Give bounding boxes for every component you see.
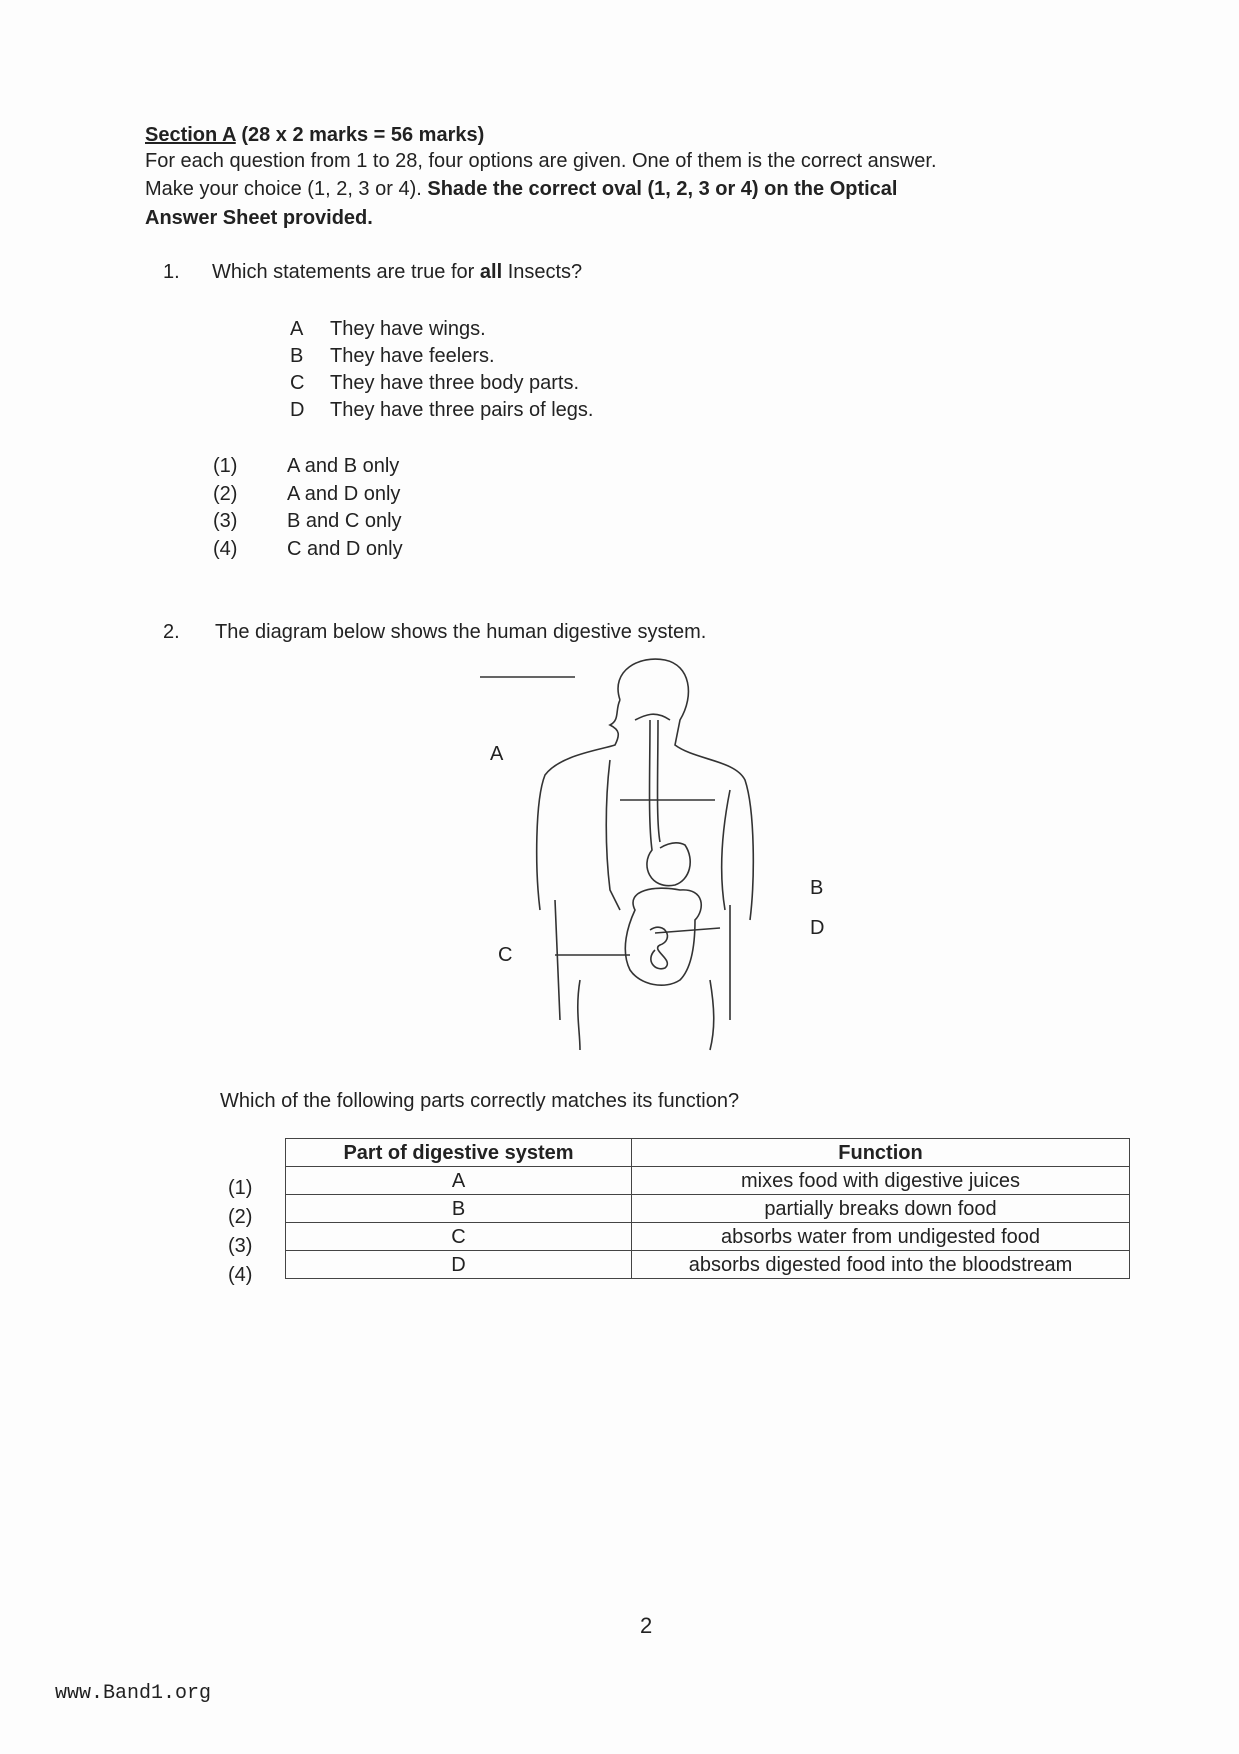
statement-text: They have wings. bbox=[330, 318, 486, 340]
option-text: B and C only bbox=[287, 510, 402, 532]
body-outline bbox=[537, 659, 754, 1050]
cell-part: B bbox=[286, 1195, 632, 1223]
option-text: A and B only bbox=[287, 455, 400, 477]
table-row bbox=[286, 1251, 1130, 1279]
option-number: (4) bbox=[213, 538, 238, 560]
table-row bbox=[286, 1223, 1130, 1251]
header-part: Part of digestive system bbox=[286, 1139, 632, 1167]
cell-function: mixes food with digestive juices bbox=[632, 1167, 1130, 1195]
cell-part: C bbox=[286, 1223, 632, 1251]
cell-function: absorbs water from undigested food bbox=[632, 1223, 1130, 1251]
label-b: B bbox=[810, 877, 824, 899]
q1-number: 1. bbox=[163, 261, 180, 283]
q1-text: Which statements are true for all Insects? bbox=[212, 261, 583, 283]
head-shadow bbox=[548, 675, 630, 730]
row-number: (4) bbox=[228, 1264, 253, 1286]
section-heading: Section A (28 x 2 marks = 56 marks) bbox=[145, 124, 485, 146]
cell-part: A bbox=[286, 1167, 632, 1195]
option-number: (3) bbox=[213, 510, 238, 532]
statement-letter: C bbox=[290, 372, 305, 394]
instructions-line-1: For each question from 1 to 28, four options are given. One of them is the correct answer. bbox=[145, 150, 937, 172]
row-number: (3) bbox=[228, 1235, 253, 1257]
table-header bbox=[286, 1139, 1130, 1167]
q2-question: Which of the following parts correctly matches its function? bbox=[220, 1090, 740, 1112]
option-text: A and D only bbox=[287, 483, 401, 505]
header-function: Function bbox=[632, 1139, 1130, 1167]
row-number: (2) bbox=[228, 1206, 253, 1228]
statement-letter: B bbox=[290, 345, 304, 367]
footer-url: www.Band1.org bbox=[55, 1682, 212, 1705]
instructions-line-2: Make your choice (1, 2, 3 or 4). Shade the correct oval (1, 2, 3 or 4) on the Optical bbox=[145, 178, 898, 200]
cell-function: partially breaks down food bbox=[632, 1195, 1130, 1223]
label-d: D bbox=[810, 917, 825, 939]
option-number: (2) bbox=[213, 483, 238, 505]
intestines bbox=[625, 888, 701, 985]
statement-text: They have feelers. bbox=[330, 345, 495, 367]
statement-text: They have three body parts. bbox=[330, 372, 580, 394]
cell-part: D bbox=[286, 1251, 632, 1279]
option-number: (1) bbox=[213, 455, 238, 477]
q2-text: The diagram below shows the human digestive system. bbox=[215, 621, 707, 643]
statement-letter: D bbox=[290, 399, 305, 421]
function-table bbox=[285, 1138, 1130, 1279]
statement-letter: A bbox=[290, 318, 304, 340]
cell-function: absorbs digested food into the bloodstream bbox=[632, 1251, 1130, 1279]
option-text: C and D only bbox=[287, 538, 403, 560]
row-number: (1) bbox=[228, 1177, 253, 1199]
table-row bbox=[286, 1167, 1130, 1195]
label-a: A bbox=[490, 743, 504, 765]
page-number: 2 bbox=[640, 1613, 653, 1638]
instructions-line-3: Answer Sheet provided. bbox=[145, 207, 373, 229]
digestive-system-diagram bbox=[480, 650, 840, 1060]
label-c: C bbox=[498, 944, 513, 966]
q2-number: 2. bbox=[163, 621, 180, 643]
statement-text: They have three pairs of legs. bbox=[330, 399, 594, 421]
table-row bbox=[286, 1195, 1130, 1223]
